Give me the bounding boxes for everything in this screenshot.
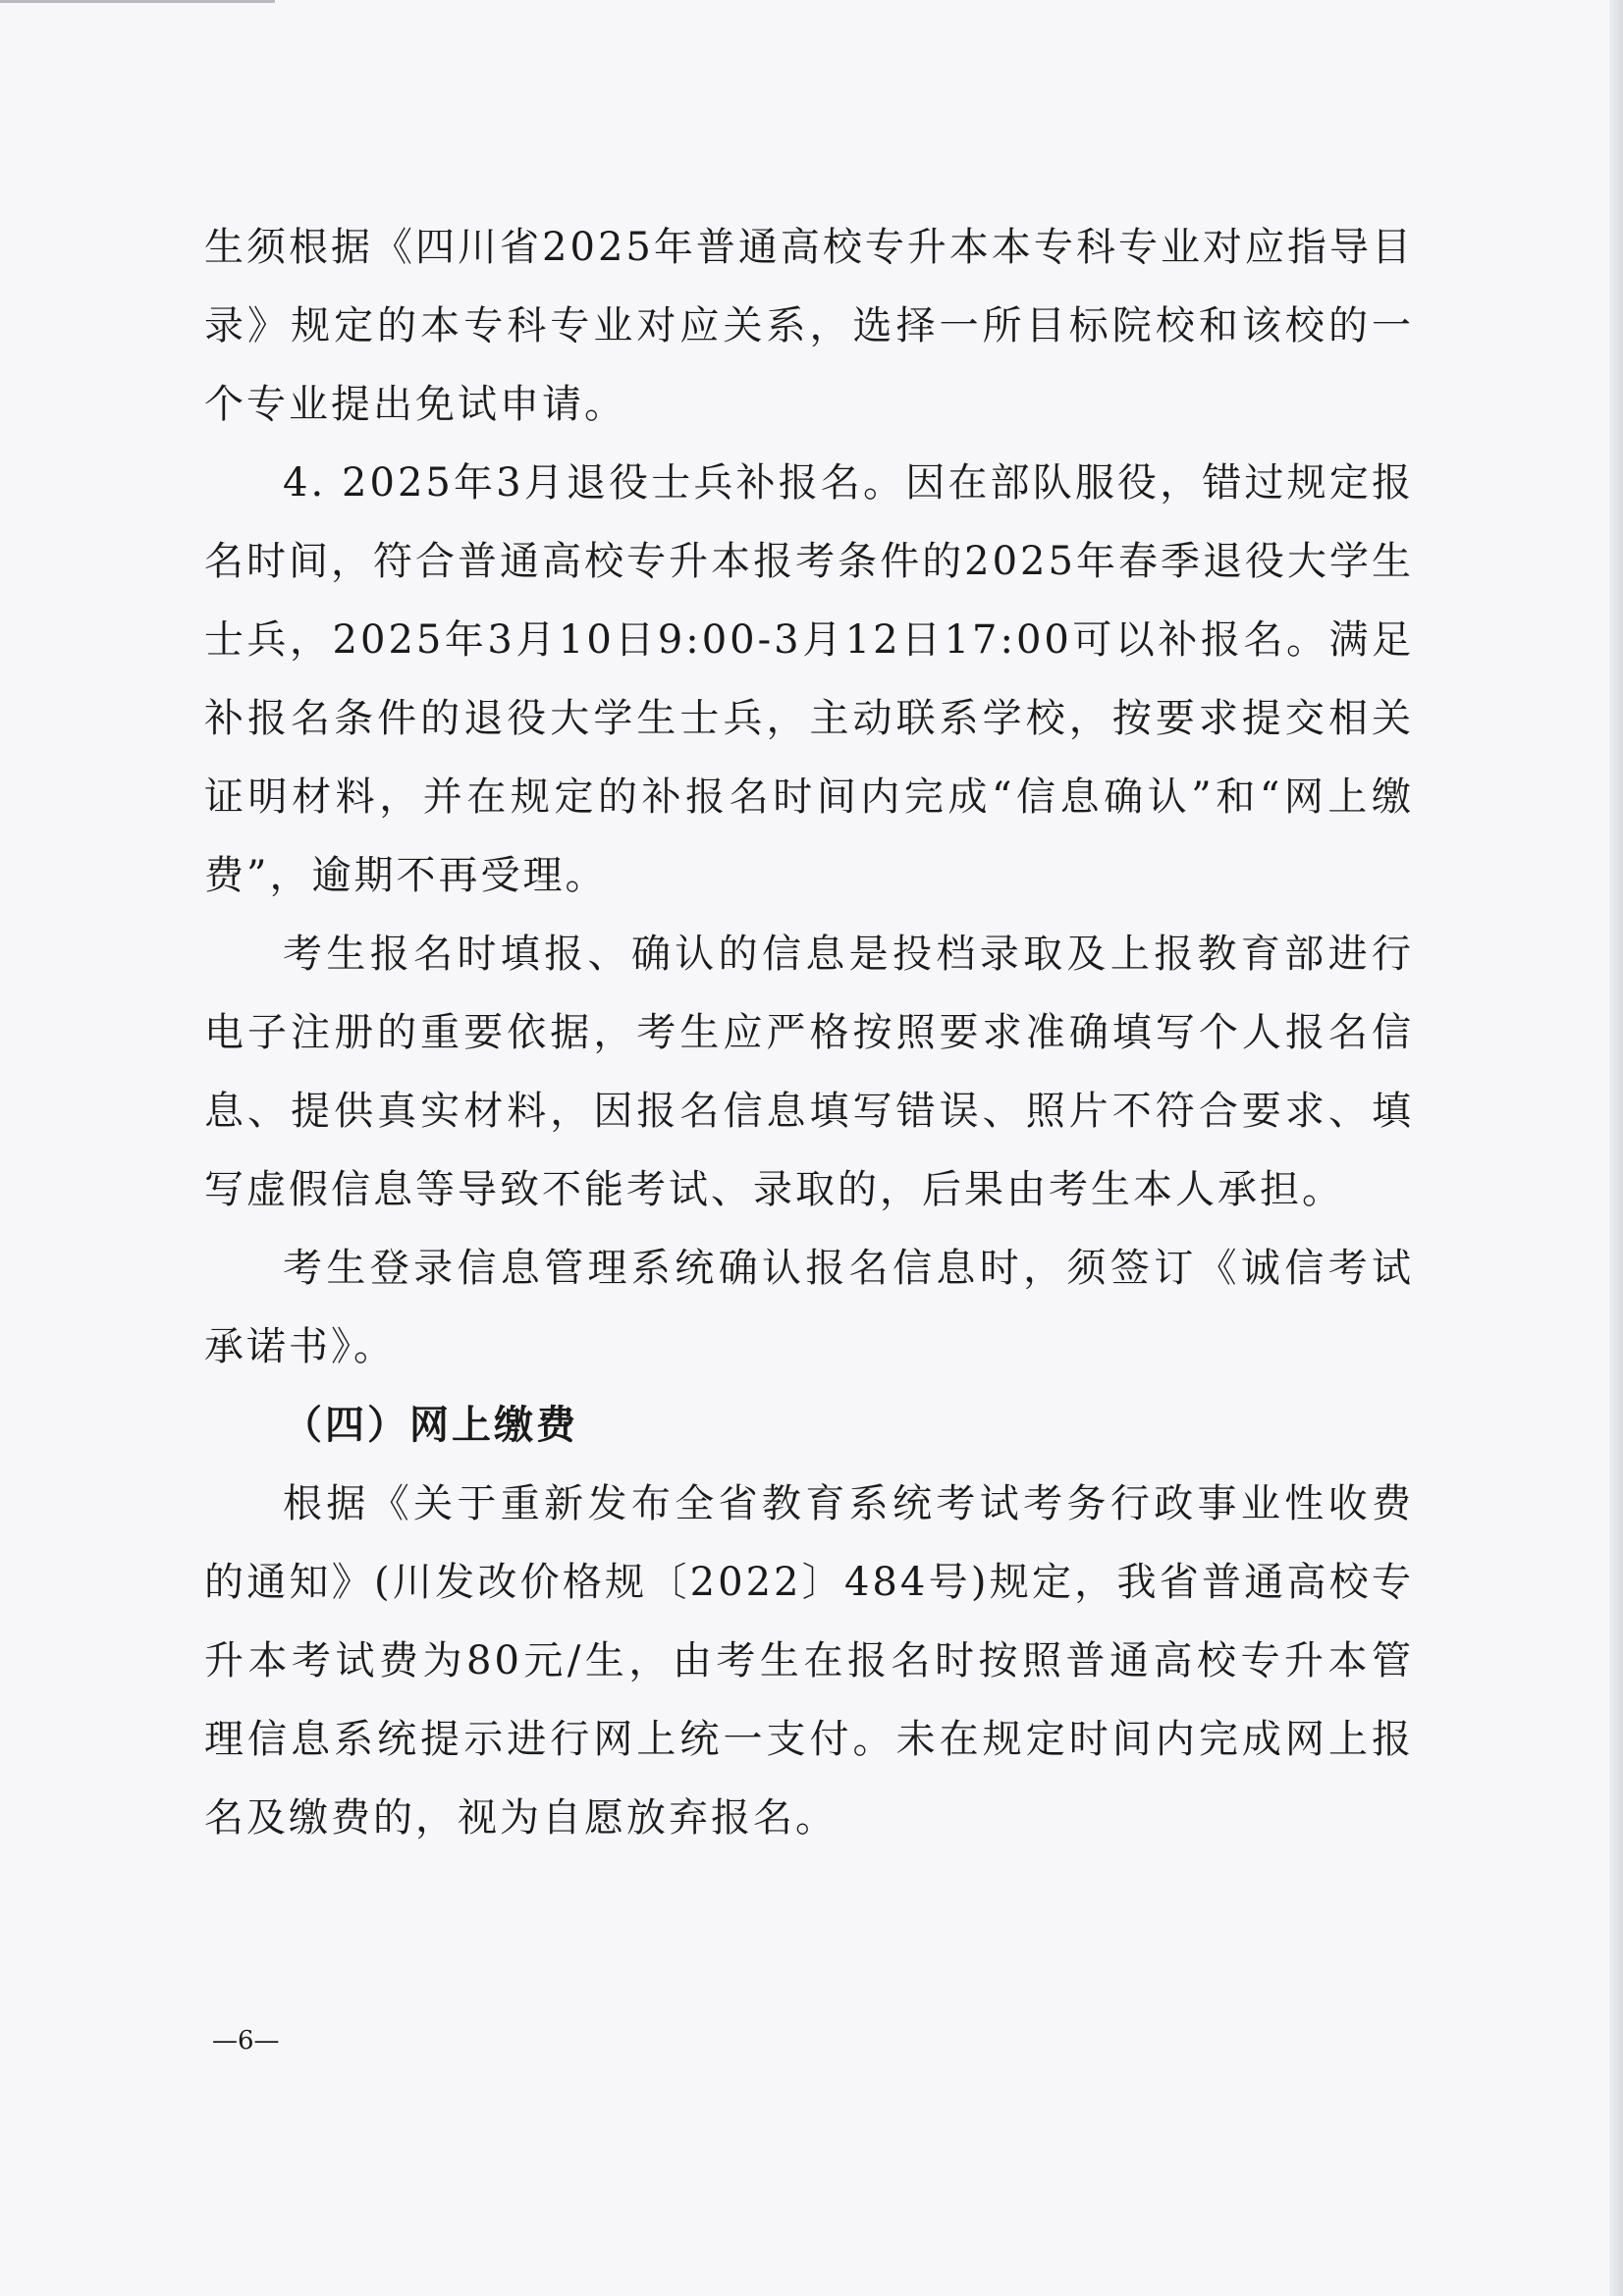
page-number: —6— — [212, 2026, 280, 2056]
document-body — [204, 208, 1414, 1857]
paragraph-exam-fee: 根据《关于重新发布全省教育系统考试考务行政事业性收费的通知》(川发改价格规〔2022〕484号)规定，我省普通高校专升本考试费为80元/生，由考生在报名时按照普通高校专升本管理信息系统提示进行网上统一支付。未在规定时间内完成网上报名及缴费的，视为自愿放弃报名。 — [204, 1481, 1414, 1841]
paragraph-integrity-pledge: 考生登录信息管理系统确认报名信息时，须签订《诚信考试承诺书》。 — [204, 1246, 1414, 1369]
section-heading-online-payment: （四）网上缴费 — [283, 1402, 578, 1448]
paragraph-information-accuracy: 考生报名时填报、确认的信息是投档录取及上报教育部进行电子注册的重要依据，考生应严格按照要求准确填写个人报名信息、提供真实材料，因报名信息填写错误、照片不符合要求、填写虚假信息等导致不能考试、录取的，后果由考生本人承担。 — [204, 932, 1414, 1212]
scan-artifact-line — [0, 0, 275, 3]
paragraph-continued: 生须根据《四川省2025年普通高校专升本本专科专业对应指导目录》规定的本专科专业对应关系，选择一所目标院校和该校的一个专业提出免试申请。 — [204, 225, 1414, 427]
scan-edge-shadow — [1609, 0, 1623, 2296]
paragraph-veteran-late-registration: 4. 2025年3月退役士兵补报名。因在部队服役，错过规定报名时间，符合普通高校专升本报考条件的2025年春季退役大学生士兵，2025年3月10日9:00-3月12日17:00可以补报名。满足补报名条件的退役大学生士兵，主动联系学校，按要求提交相关证明材料，并在规定的补报名时间内完成“信息确认”和“网上缴费”，逾期不再受理。 — [204, 460, 1414, 898]
